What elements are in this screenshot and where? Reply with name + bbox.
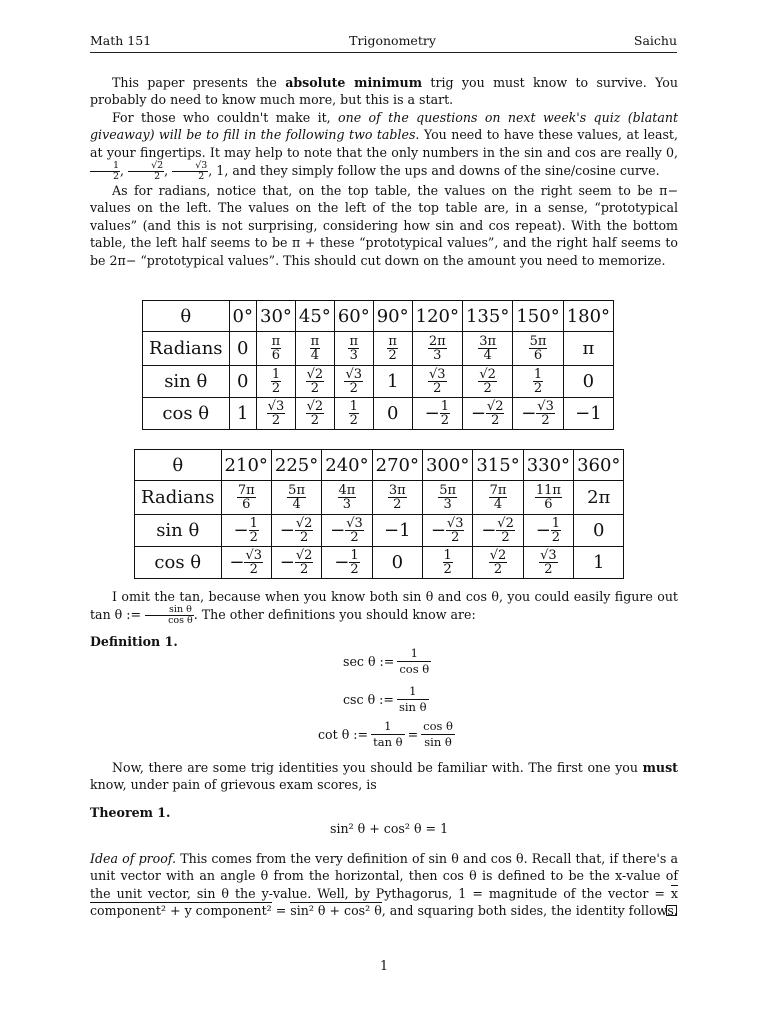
row-label: sin θ bbox=[135, 515, 222, 547]
table-cell: 180° bbox=[563, 301, 613, 332]
table-cell: $\frac{5\pi}{3}$ bbox=[422, 481, 472, 515]
degrees-row bbox=[135, 450, 624, 481]
table-cell: π bbox=[563, 332, 613, 366]
row-label: Radians bbox=[143, 332, 230, 366]
row-label: θ bbox=[135, 450, 222, 481]
row-label: cos θ bbox=[135, 547, 222, 579]
table-cell: $\frac{√3}{2}$ bbox=[334, 366, 373, 398]
identities-paragraph: Now, there are some trig identities you should be familiar with. The first one you must know, under pain of grievous exam scores, is bbox=[90, 760, 678, 793]
table-cell: −1 bbox=[372, 515, 422, 547]
table-cell: 360° bbox=[574, 450, 624, 481]
table-cell: 45° bbox=[295, 301, 334, 332]
table-cell: − $\frac{1}{2}$ bbox=[221, 515, 271, 547]
csc-definition: csc θ := $\frac{1}{\text{sin θ}}$ bbox=[343, 684, 427, 714]
table-cell: $\frac{2\pi}{3}$ bbox=[412, 332, 462, 366]
table-cell: $\frac{11\pi}{6}$ bbox=[523, 481, 573, 515]
table-cell: − $\frac{√3}{2}$ bbox=[513, 398, 563, 430]
table-cell: −1 bbox=[563, 398, 613, 430]
radians-row bbox=[143, 332, 614, 366]
tan-paragraph: I omit the tan, because when you know both sin θ and cos θ, you could easily figure out tan θ := $\frac{\text{sin θ}}{\text{cos θ}}$ . The other definitions you should know are: bbox=[90, 589, 678, 627]
table-cell: 30° bbox=[257, 301, 296, 332]
sine-row bbox=[143, 366, 614, 398]
row-label: θ bbox=[143, 301, 230, 332]
table-cell: 315° bbox=[473, 450, 523, 481]
header-rule bbox=[90, 52, 677, 53]
table-cell: − $\frac{√2}{2}$ bbox=[271, 515, 321, 547]
document-title: Trigonometry bbox=[349, 33, 436, 48]
degrees-row bbox=[143, 301, 614, 332]
table-cell: $\frac{√3}{2}$ bbox=[412, 366, 462, 398]
table-cell: 2π bbox=[574, 481, 624, 515]
table-cell: $\frac{7\pi}{4}$ bbox=[473, 481, 523, 515]
table-cell: 0 bbox=[563, 366, 613, 398]
table-cell: 270° bbox=[372, 450, 422, 481]
intro-paragraph-1: This paper presents the absolute minimum trig you must know to survive. You probably do need to know much more, but this is a start. bbox=[90, 75, 679, 108]
table-cell: $\frac{√3}{2}$ bbox=[257, 398, 296, 430]
row-label: sin θ bbox=[143, 366, 230, 398]
table-cell: 0 bbox=[372, 547, 422, 579]
table-cell: $\frac{√2}{2}$ bbox=[295, 366, 334, 398]
definition-label: Definition 1. bbox=[90, 634, 178, 649]
proof-paragraph: Idea of proof. This comes from the very definition of sin θ and cos θ. Recall that, if there's a unit vector with an angle θ from the horizontal, then cos θ is defined to be the x-value of the unit vector, sin θ the y-value. Well, by Pythagorus, 1 = magnitude of the vector = x component² + y component² = sin² θ + cos² θ, and squaring both sides, the identity follows. bbox=[90, 851, 678, 919]
fraction-one-half: $\frac{1}{2}$ bbox=[90, 161, 120, 182]
table-cell: $\frac{\pi}{6}$ bbox=[257, 332, 296, 366]
cot-definition: cot θ := $\frac{1}{\text{tan θ}}$ = $\frac{\text{cos θ}}{\text{sin θ}}$ bbox=[318, 719, 453, 749]
qed-box bbox=[666, 905, 677, 916]
table-cell: $\frac{1}{2}$ bbox=[513, 366, 563, 398]
table-cell: 1 bbox=[373, 366, 412, 398]
table-cell: $\frac{4\pi}{3}$ bbox=[322, 481, 372, 515]
table-cell: $\frac{5\pi}{6}$ bbox=[513, 332, 563, 366]
table-cell: $\frac{√2}{2}$ bbox=[462, 366, 512, 398]
table-cell: 135° bbox=[462, 301, 512, 332]
intro-paragraph-3: As for radians, notice that, on the top table, the values on the right seem to be π− values on the left. The values on the left of the top table are, in a sense, “prototypical values” (and this is not surprising, considering how sin and cos repeat). With the bottom table, the left half seems to be π + these “prototypical values”, and the right half seems to be 2π− “prototypical values”. This should cut down on the amount you need to memorize. bbox=[90, 183, 678, 268]
table-cell: − $\frac{√3}{2}$ bbox=[422, 515, 472, 547]
table-cell: 330° bbox=[523, 450, 573, 481]
table-cell: $\frac{3\pi}{4}$ bbox=[462, 332, 512, 366]
tan-fraction: $\frac{\text{sin θ}}{\text{cos θ}}$ bbox=[145, 605, 194, 626]
radians-row bbox=[135, 481, 624, 515]
table-cell: $\frac{\pi}{2}$ bbox=[373, 332, 412, 366]
table-cell: 1 bbox=[229, 398, 256, 430]
table-cell: 0 bbox=[373, 398, 412, 430]
table-cell: $\frac{1}{2}$ bbox=[257, 366, 296, 398]
table-cell: 210° bbox=[221, 450, 271, 481]
table-cell: 225° bbox=[271, 450, 321, 481]
table-cell: − $\frac{√3}{2}$ bbox=[322, 515, 372, 547]
trig-table-first-half bbox=[142, 300, 614, 430]
table-cell: $\frac{5\pi}{4}$ bbox=[271, 481, 321, 515]
intro-text bbox=[90, 74, 678, 269]
table-cell: − $\frac{1}{2}$ bbox=[523, 515, 573, 547]
sine-row bbox=[135, 515, 624, 547]
sec-definition: sec θ := $\frac{1}{\text{cos θ}}$ bbox=[343, 646, 430, 676]
table-cell: − $\frac{√2}{2}$ bbox=[271, 547, 321, 579]
table-cell: $\frac{3\pi}{2}$ bbox=[372, 481, 422, 515]
table-cell: 60° bbox=[334, 301, 373, 332]
fraction-root3-over-2: $\frac{√3}{2}$ bbox=[172, 161, 208, 182]
author-name: Saichu bbox=[633, 33, 677, 48]
row-label: cos θ bbox=[143, 398, 230, 430]
table-cell: 1 bbox=[574, 547, 624, 579]
table-cell: $\frac{7\pi}{6}$ bbox=[221, 481, 271, 515]
table-cell: $\frac{√3}{2}$ bbox=[523, 547, 573, 579]
table-cell: $\frac{√2}{2}$ bbox=[473, 547, 523, 579]
table-cell: − $\frac{√2}{2}$ bbox=[473, 515, 523, 547]
theorem-label: Theorem 1. bbox=[90, 805, 171, 820]
trig-table-second-half bbox=[134, 449, 624, 579]
table-cell: − $\frac{1}{2}$ bbox=[412, 398, 462, 430]
table-cell: $\frac{1}{2}$ bbox=[422, 547, 472, 579]
table-cell: 120° bbox=[412, 301, 462, 332]
page-header bbox=[90, 33, 677, 51]
table-cell: − $\frac{√3}{2}$ bbox=[221, 547, 271, 579]
table-cell: 0° bbox=[229, 301, 256, 332]
cosine-row bbox=[135, 547, 624, 579]
table-cell: 240° bbox=[322, 450, 372, 481]
table-cell: 90° bbox=[373, 301, 412, 332]
table-cell: $\frac{\pi}{3}$ bbox=[334, 332, 373, 366]
table-cell: 0 bbox=[229, 332, 256, 366]
table-cell: $\frac{1}{2}$ bbox=[334, 398, 373, 430]
pythagorean-identity: sin² θ + cos² θ = 1 bbox=[330, 821, 449, 836]
table-cell: − $\frac{1}{2}$ bbox=[322, 547, 372, 579]
table-cell: 0 bbox=[229, 366, 256, 398]
fraction-root2-over-2: $\frac{√2}{2}$ bbox=[128, 161, 164, 182]
course-label: Math 151 bbox=[90, 33, 152, 48]
table-cell: 300° bbox=[422, 450, 472, 481]
table-cell: − $\frac{√2}{2}$ bbox=[462, 398, 512, 430]
table-cell: 0 bbox=[574, 515, 624, 547]
table-cell: 150° bbox=[513, 301, 563, 332]
table-cell: $\frac{\pi}{4}$ bbox=[295, 332, 334, 366]
cosine-row bbox=[143, 398, 614, 430]
page-number: 1 bbox=[379, 958, 388, 973]
table-cell: $\frac{√2}{2}$ bbox=[295, 398, 334, 430]
row-label: Radians bbox=[135, 481, 222, 515]
intro-paragraph-2: For those who couldn't make it, one of the questions on next week's quiz (blatant giveaway) will be to fill in the following two tables. You need to have these values, at least, at your fingertips. It may help to note that the only numbers in the sin and cos are really 0, $\frac{1}{2}$ , $\frac{√2}{2}$ , $\frac{√3}{2}$ , 1, and they simply follow the ups and downs of the sine/cosine curve. bbox=[90, 109, 678, 183]
